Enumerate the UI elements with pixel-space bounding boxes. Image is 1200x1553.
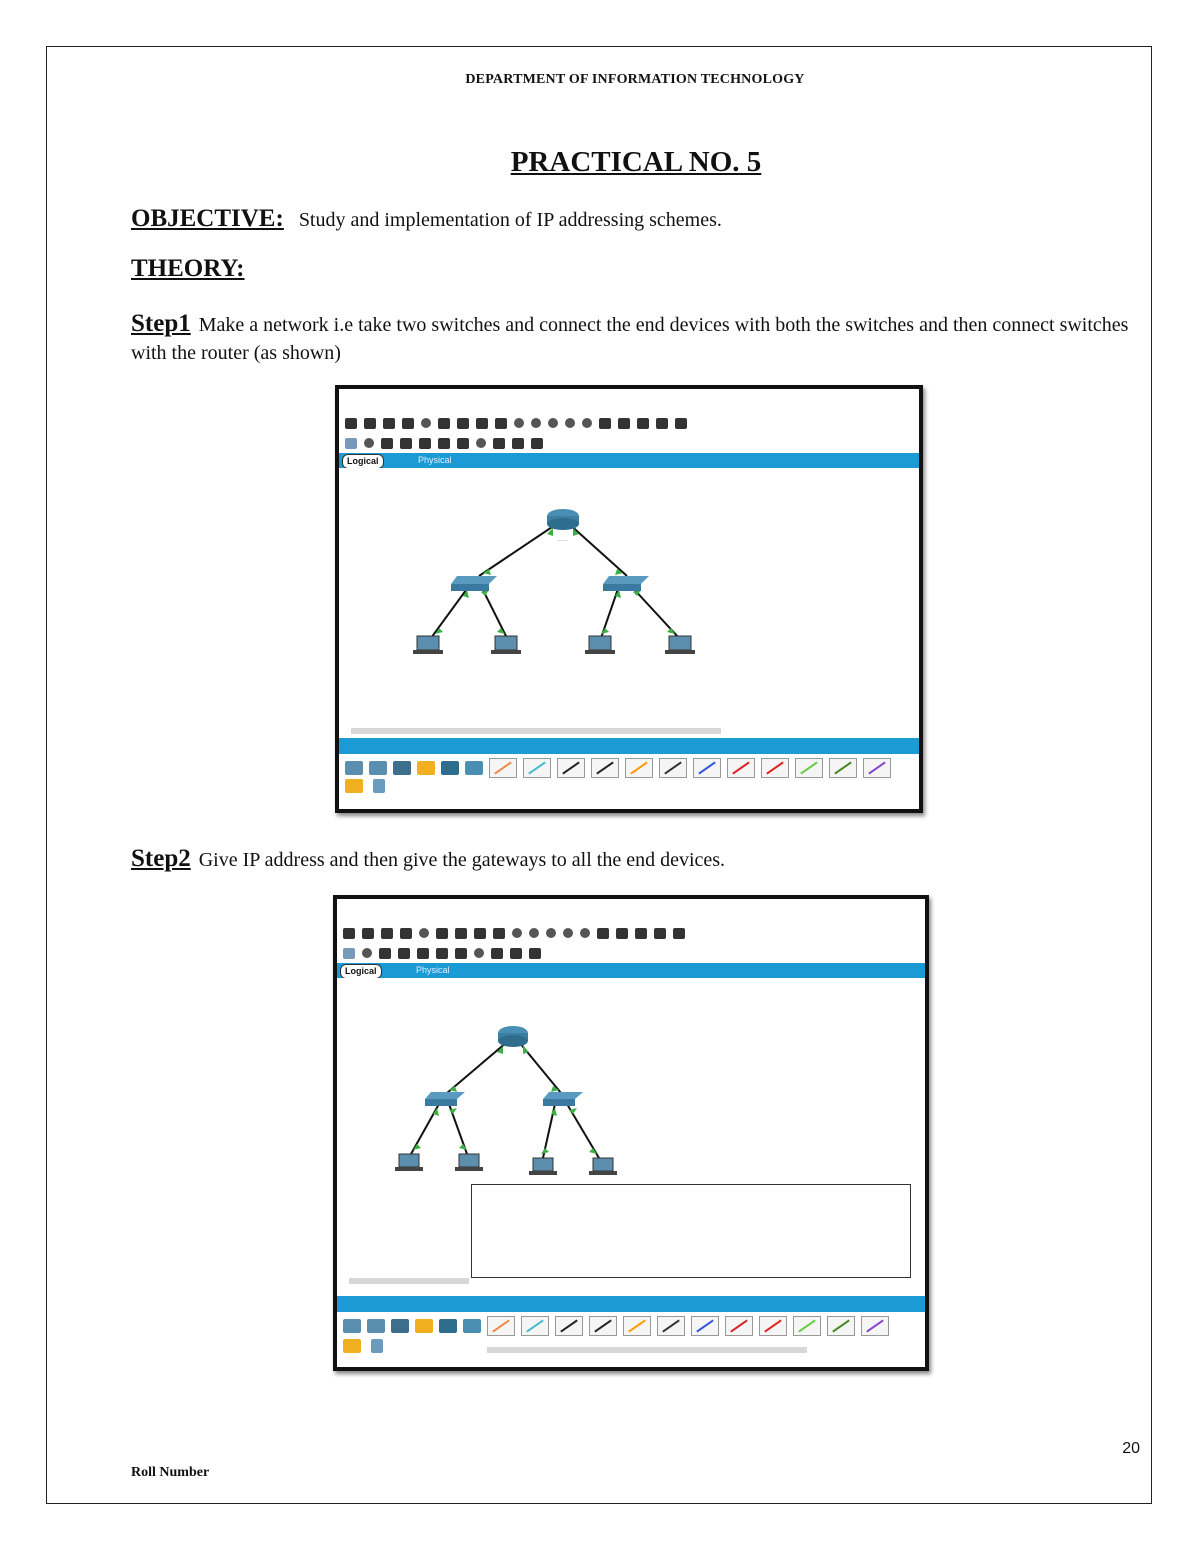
secondary-toolbar bbox=[339, 433, 919, 453]
step2-text: Give IP address and then give the gateways to all the end devices. bbox=[198, 849, 726, 871]
switch-icon-left bbox=[451, 576, 497, 591]
pc-icon-3 bbox=[665, 636, 695, 654]
topology-canvas bbox=[337, 978, 925, 1296]
packet-tracer-screenshot-2 bbox=[333, 895, 929, 1371]
secondary-toolbar bbox=[337, 943, 925, 963]
device-palette bbox=[339, 754, 919, 782]
page-number: 20 bbox=[1122, 1440, 1140, 1457]
workspace-tabs bbox=[339, 453, 919, 468]
step1-label: Step1 bbox=[131, 310, 191, 337]
pc-icon-0 bbox=[395, 1154, 423, 1171]
pc-icon-2 bbox=[529, 1158, 557, 1175]
app-titlebar bbox=[339, 389, 919, 401]
objective-line bbox=[131, 205, 722, 233]
router-icon bbox=[547, 509, 579, 544]
app-menubar bbox=[339, 401, 919, 413]
step2-paragraph bbox=[131, 845, 1151, 874]
roll-number-label: Roll Number bbox=[131, 1465, 210, 1480]
palette-subcategories bbox=[343, 1339, 383, 1353]
device-palette bbox=[337, 1312, 925, 1340]
practical-title: PRACTICAL NO. 5 bbox=[510, 146, 762, 178]
realtime-bar bbox=[339, 738, 919, 754]
pc-icon-1 bbox=[455, 1154, 483, 1171]
objective-label: OBJECTIVE: bbox=[131, 205, 284, 232]
network-topology bbox=[339, 468, 911, 738]
app-titlebar bbox=[337, 899, 925, 911]
main-toolbar bbox=[337, 923, 925, 943]
palette-subcategories bbox=[345, 779, 385, 793]
tab-logical[interactable]: Logical bbox=[342, 454, 384, 469]
router-icon bbox=[498, 1026, 528, 1047]
switch-icon-right bbox=[603, 576, 649, 591]
device-info-tooltip bbox=[471, 1184, 911, 1278]
pc-icon-0 bbox=[413, 636, 443, 654]
pc-icon-1 bbox=[491, 636, 521, 654]
svg-text:·····: ····· bbox=[558, 538, 568, 544]
workspace-tabs bbox=[337, 963, 925, 978]
packet-tracer-screenshot-1 bbox=[335, 385, 923, 813]
tab-physical[interactable]: Physical bbox=[416, 965, 450, 975]
pc-icon-2 bbox=[585, 636, 615, 654]
switch-icon-right bbox=[543, 1092, 583, 1106]
app-menubar bbox=[337, 911, 925, 923]
objective-text: Study and implementation of IP addressing schemes. bbox=[298, 209, 722, 231]
main-toolbar bbox=[339, 413, 919, 433]
step1-text: Make a network i.e take two switches and connect the end devices with both the switches and then connect switches with the router (as shown) bbox=[131, 314, 1129, 364]
palette-scrollbar[interactable] bbox=[487, 1347, 807, 1353]
pc-icon-3 bbox=[589, 1158, 617, 1175]
topology-canvas bbox=[339, 468, 919, 738]
department-header: DEPARTMENT OF INFORMATION TECHNOLOGY bbox=[465, 72, 805, 87]
canvas-scrollbar[interactable] bbox=[351, 728, 721, 734]
tab-physical[interactable]: Physical bbox=[418, 455, 452, 465]
switch-icon-left bbox=[425, 1092, 465, 1106]
tab-logical[interactable]: Logical bbox=[340, 964, 382, 979]
step1-paragraph bbox=[131, 310, 1151, 367]
step2-label: Step2 bbox=[131, 845, 191, 872]
theory-heading: THEORY: bbox=[131, 255, 245, 282]
realtime-bar bbox=[337, 1296, 925, 1312]
canvas-scrollbar[interactable] bbox=[349, 1278, 469, 1284]
